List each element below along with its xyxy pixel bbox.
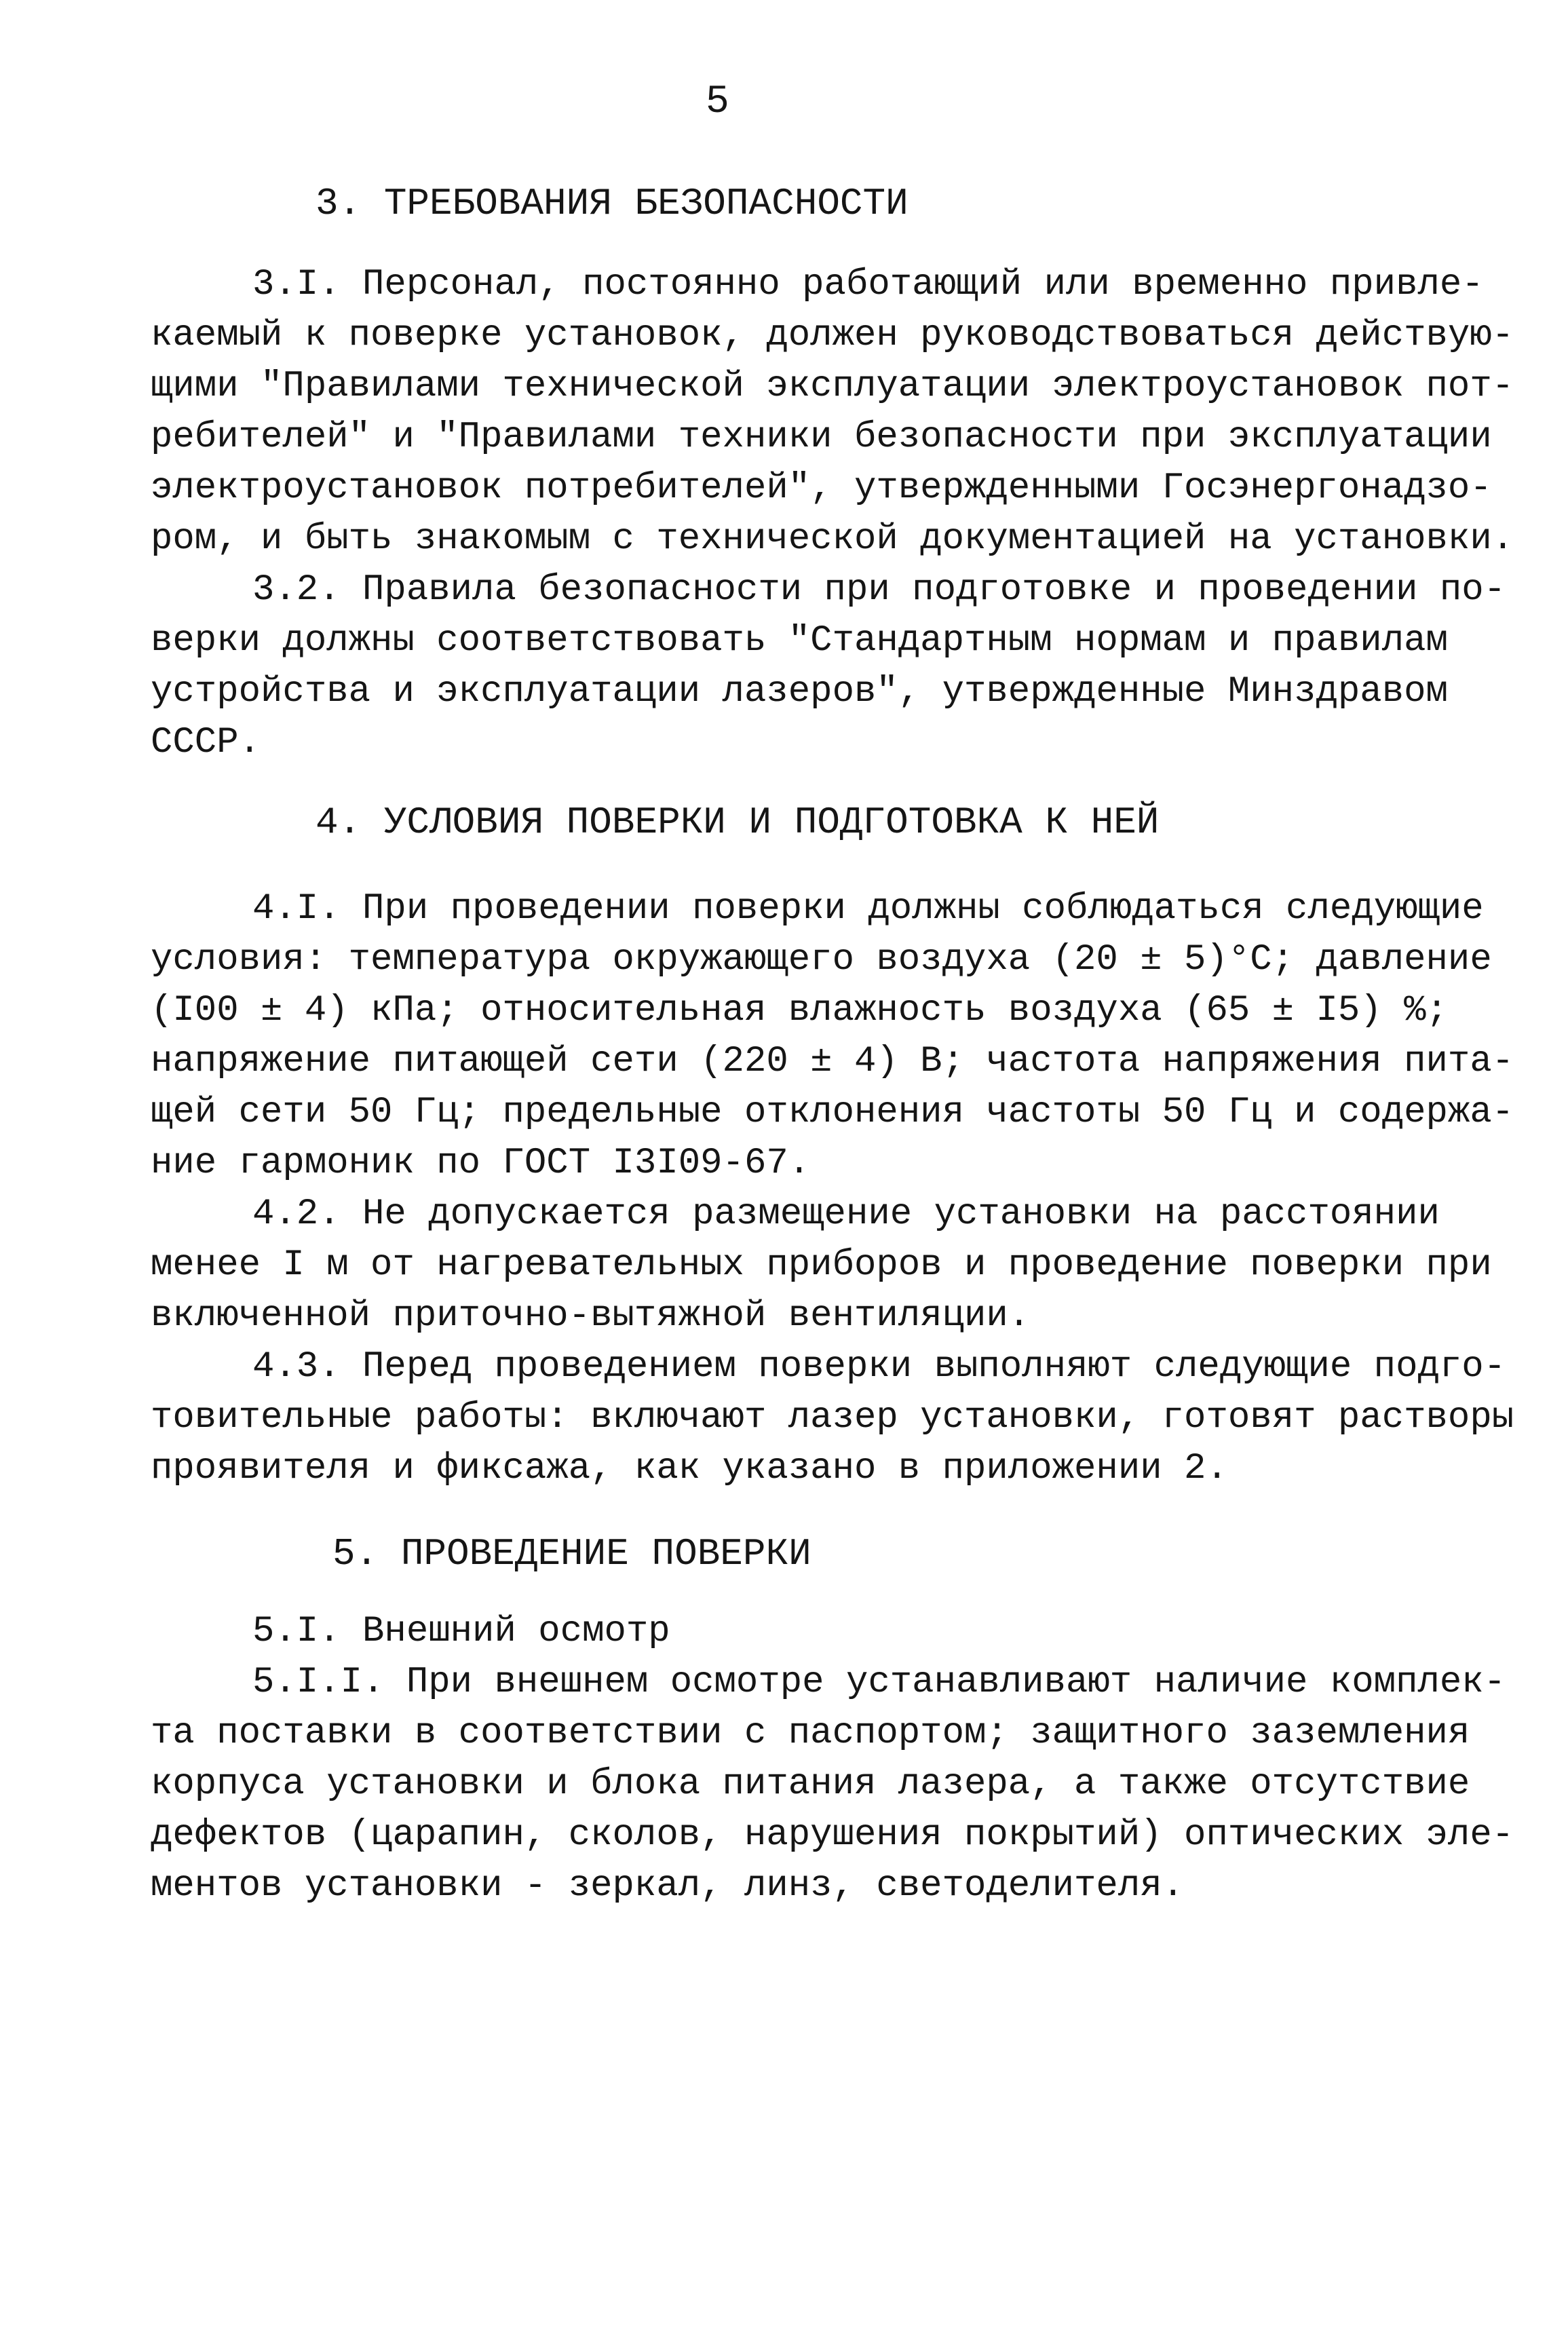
text-line: ребителей" и "Правилами техники безопасности при эксплуатации	[151, 417, 1492, 458]
paragraph-4-3	[151, 1341, 1514, 1494]
text-line: дефектов (царапин, сколов, нарушения покрытий) оптических эле-	[151, 1814, 1514, 1856]
text-line: проявителя и фиксажа, как указано в приложении 2.	[151, 1448, 1228, 1489]
text-line: условия: температура окружающего воздуха (20 ± 5)°С; давление	[151, 939, 1492, 980]
text-line: 4.2. Не допускается размещение установки на расстоянии	[252, 1194, 1440, 1235]
paragraph-3-2	[151, 565, 1506, 768]
text-line: ром, и быть знакомым с технической документацией на установки.	[151, 518, 1514, 560]
section-4-heading: 4. УСЛОВИЯ ПОВЕРКИ И ПОДГОТОВКА К НЕЙ	[315, 801, 1160, 844]
text-line: верки должны соответствовать "Стандартным нормам и правилам	[151, 620, 1448, 662]
paragraph-4-1	[151, 883, 1514, 1189]
text-line: ние гармоник по ГОСТ I3I09-67.	[151, 1143, 811, 1184]
paragraph-5-1	[151, 1606, 1419, 1657]
text-line: электроустановок потребителей", утвержденными Госэнергонадзо-	[151, 468, 1492, 509]
text-line: ментов установки - зеркал, линз, светоделителя.	[151, 1865, 1185, 1907]
text-line: 3.2. Правила безопасности при подготовке и проведении по-	[252, 569, 1506, 611]
text-line: 5.I. Внешний осмотр	[252, 1611, 670, 1652]
text-line: каемый к поверке установок, должен руководствоваться действую-	[151, 315, 1514, 356]
text-line: напряжение питающей сети (220 ± 4) В; частота напряжения пита-	[151, 1041, 1514, 1082]
text-line: СССР.	[151, 722, 261, 763]
text-line: щей сети 50 Гц; предельные отклонения частоты 50 Гц и содержа-	[151, 1092, 1514, 1133]
page-number: 5	[706, 80, 729, 124]
section-5-heading: 5. ПРОВЕДЕНИЕ ПОВЕРКИ	[332, 1532, 811, 1576]
text-line: 5.I.I. При внешнем осмотре устанавливают наличие комплек-	[252, 1662, 1506, 1703]
text-line: 4.I. При проведении поверки должны соблюдаться следующие	[252, 888, 1484, 930]
text-line: менее I м от нагревательных приборов и проведение поверки при	[151, 1244, 1492, 1286]
text-line: устройства и эксплуатации лазеров", утвержденные Минздравом	[151, 671, 1448, 712]
paragraph-3-1	[151, 259, 1514, 565]
text-line: та поставки в соответствии с паспортом; защитного заземления	[151, 1713, 1470, 1754]
text-line: товительные работы: включают лазер установки, готовят растворы	[151, 1397, 1514, 1438]
paragraph-4-2	[151, 1189, 1492, 1341]
text-line: 4.3. Перед проведением поверки выполняют следующие подго-	[252, 1346, 1506, 1388]
text-line: 3.I. Персонал, постоянно работающий или временно привле-	[252, 264, 1484, 305]
text-line: (I00 ± 4) кПа; относительная влажность воздуха (65 ± I5) %;	[151, 990, 1448, 1031]
text-line: щими "Правилами технической эксплуатации электроустановок пот-	[151, 366, 1514, 407]
text-line: корпуса установки и блока питания лазера, а также отсутствие	[151, 1763, 1470, 1805]
paragraph-5-1-1	[151, 1657, 1514, 1911]
section-3-heading: 3. ТРЕБОВАНИЯ БЕЗОПАСНОСТИ	[315, 182, 909, 225]
text-line: включенной приточно-вытяжной вентиляции.	[151, 1295, 1031, 1337]
